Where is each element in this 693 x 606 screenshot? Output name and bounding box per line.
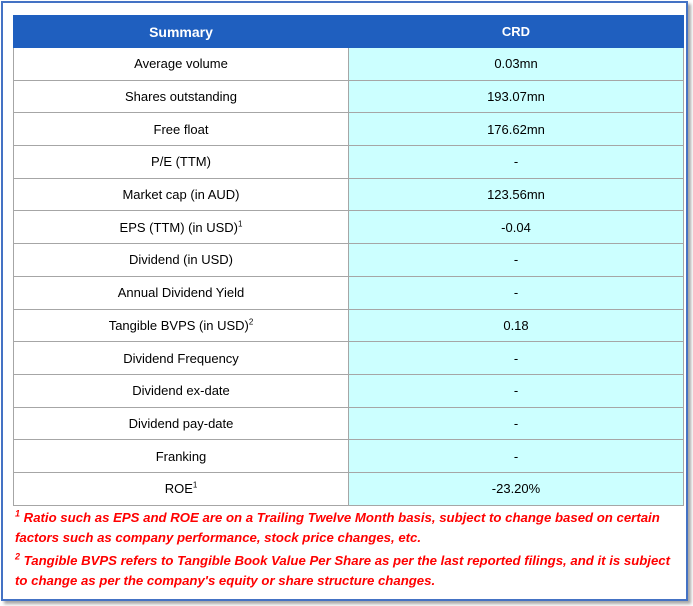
header-row — [14, 16, 684, 48]
row-label: P/E (TTM) — [14, 146, 349, 179]
footnote-text: Ratio such as EPS and ROE are on a Trailing Twelve Month basis, subject to change based on certain factors such as company performance, stock price changes, etc. — [15, 510, 660, 545]
table-row — [14, 309, 684, 342]
table-row — [14, 244, 684, 277]
row-value: 176.62mn — [349, 113, 684, 146]
footnote-2 — [15, 551, 683, 591]
row-label: Shares outstanding — [14, 80, 349, 113]
table-row — [14, 146, 684, 179]
summary-frame — [1, 1, 688, 601]
row-label: Annual Dividend Yield — [14, 276, 349, 309]
table-row — [14, 276, 684, 309]
summary-table — [13, 15, 684, 506]
footnote-mark: 1 — [15, 508, 21, 519]
row-value: - — [349, 342, 684, 375]
row-value: -0.04 — [349, 211, 684, 244]
table-row — [14, 80, 684, 113]
footnote-1 — [15, 508, 683, 548]
table-row — [14, 113, 684, 146]
row-value: - — [349, 440, 684, 473]
table-row — [14, 472, 684, 505]
row-value: 0.18 — [349, 309, 684, 342]
row-label: Dividend ex-date — [14, 374, 349, 407]
row-value: - — [349, 276, 684, 309]
row-value: - — [349, 244, 684, 277]
row-label: EPS (TTM) (in USD)$^1$ — [14, 211, 349, 244]
footnote-text: Tangible BVPS refers to Tangible Book Value Per Share as per the last reported filings, and it is subject to change as per the company's equity or share structure changes. — [15, 553, 671, 588]
row-label: Market cap (in AUD) — [14, 178, 349, 211]
table-row — [14, 440, 684, 473]
header-crd: CRD — [349, 16, 684, 48]
table-row — [14, 178, 684, 211]
table-row — [14, 374, 684, 407]
row-value: - — [349, 374, 684, 407]
row-value: 123.56mn — [349, 178, 684, 211]
table-row — [14, 211, 684, 244]
row-label: Dividend pay-date — [14, 407, 349, 440]
footnotes — [15, 508, 683, 594]
row-value: - — [349, 407, 684, 440]
row-label: Franking — [14, 440, 349, 473]
row-value: -23.20% — [349, 472, 684, 505]
row-value: - — [349, 146, 684, 179]
row-label: Dividend (in USD) — [14, 244, 349, 277]
table-row — [14, 342, 684, 375]
row-label: Free float — [14, 113, 349, 146]
row-value: 193.07mn — [349, 80, 684, 113]
row-value: 0.03mn — [349, 48, 684, 81]
header-summary: Summary — [14, 16, 349, 48]
footnote-marker: 1 — [192, 480, 198, 490]
row-label: Tangible BVPS (in USD)$^2$ — [14, 309, 349, 342]
table-row — [14, 48, 684, 81]
footnote-mark: 2 — [15, 551, 21, 562]
row-label: Average volume — [14, 48, 349, 81]
footnote-marker: 1 — [238, 219, 243, 229]
table-row — [14, 407, 684, 440]
row-label: Dividend Frequency — [14, 342, 349, 375]
row-label: ROE$^1$ — [14, 472, 349, 505]
footnote-marker: 2 — [248, 317, 254, 327]
